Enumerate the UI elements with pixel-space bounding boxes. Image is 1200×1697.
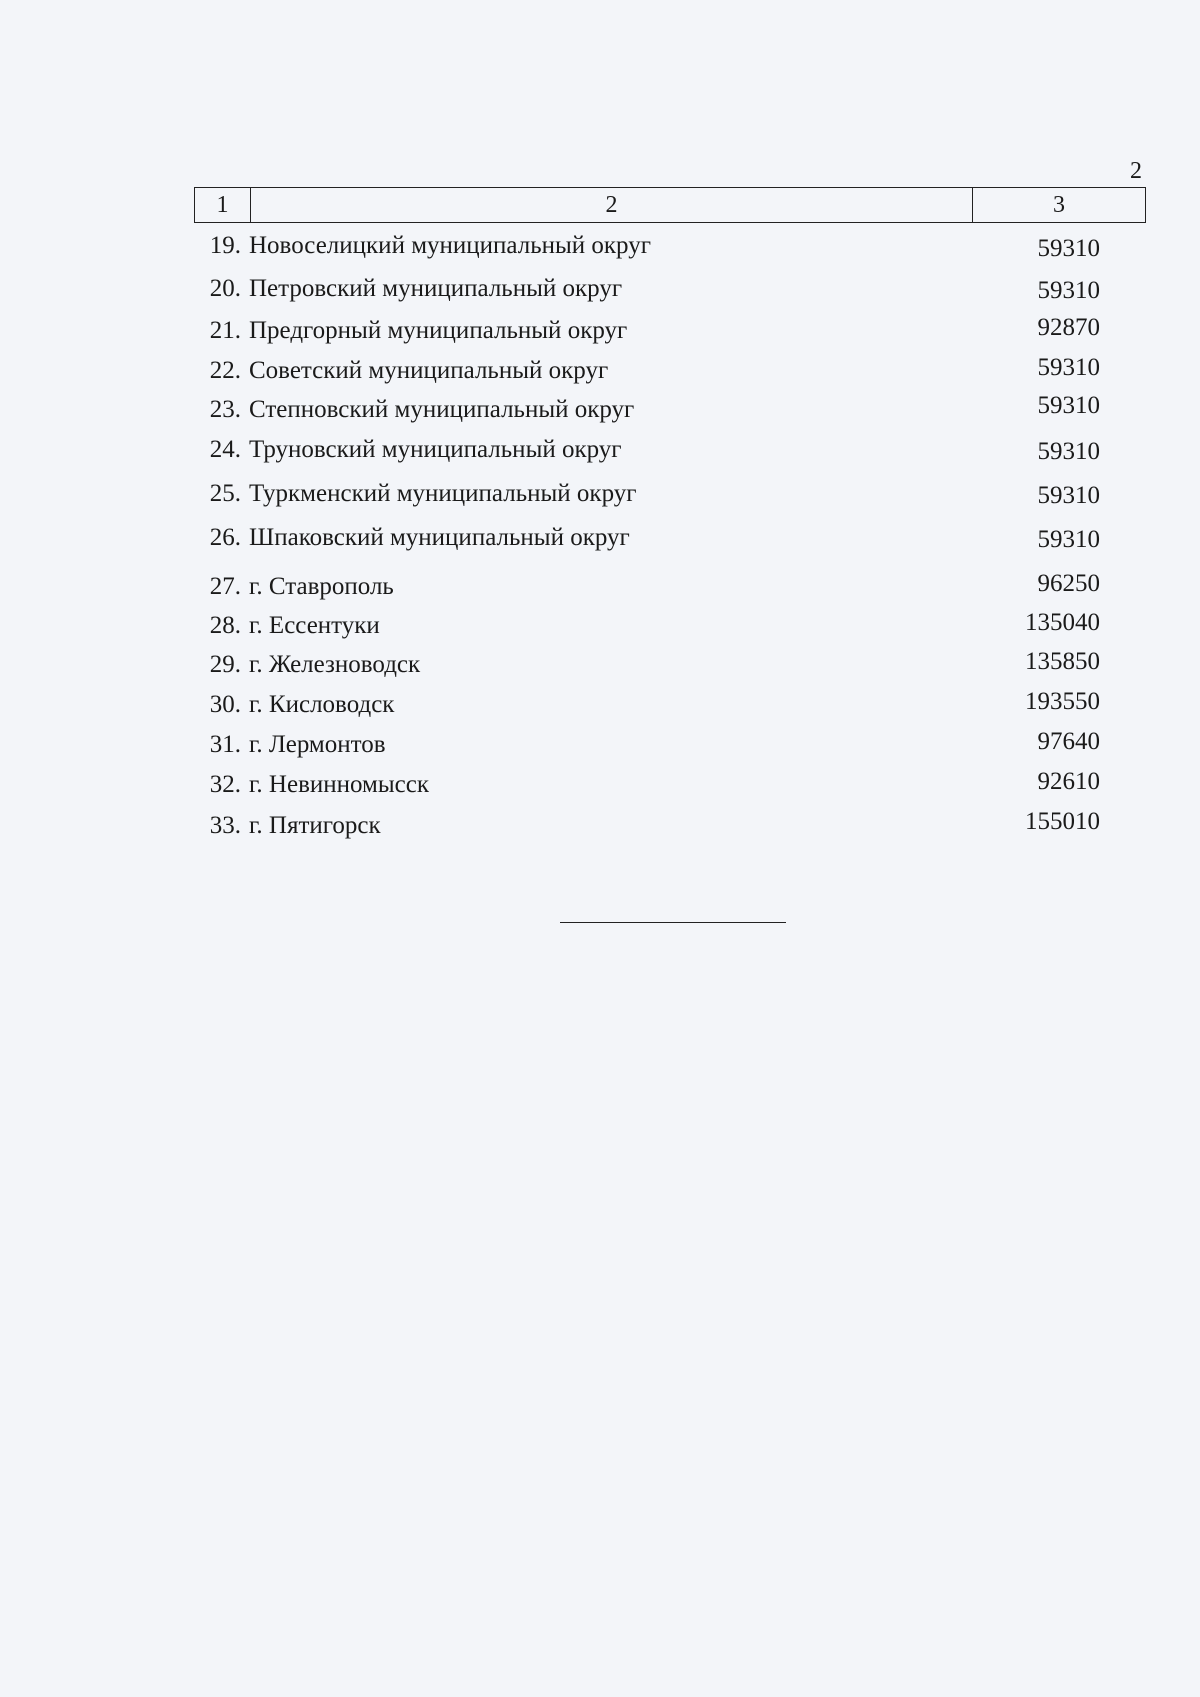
- row-number: 32.: [209, 771, 241, 798]
- row-value: 135040: [1025, 609, 1100, 636]
- page-number: 2: [1130, 158, 1142, 184]
- row-number: 26.: [209, 524, 241, 551]
- table-row: [0, 315, 1200, 347]
- end-of-document-rule: [560, 922, 786, 923]
- header-col-2: 2: [251, 188, 973, 222]
- header-col-1: 1: [195, 188, 251, 222]
- row-value: 59310: [1037, 526, 1100, 553]
- row-number: 22.: [209, 357, 241, 384]
- row-number: 29.: [209, 651, 241, 678]
- row-name: г. Кисловодск: [249, 691, 395, 718]
- row-name: Шпаковский муниципальный округ: [249, 524, 630, 551]
- row-value: 59310: [1037, 235, 1100, 262]
- row-number: 27.: [209, 573, 241, 600]
- row-name: Степновский муниципальный округ: [249, 396, 635, 423]
- row-value: 59310: [1037, 392, 1100, 419]
- row-value: 135850: [1025, 648, 1100, 675]
- table-row: [0, 394, 1200, 426]
- row-name: Труновский муниципальный округ: [249, 436, 622, 463]
- row-value: 59310: [1037, 354, 1100, 381]
- table-header: [194, 187, 1146, 223]
- row-value: 59310: [1037, 482, 1100, 509]
- table-row: [0, 434, 1200, 466]
- row-name: Предгорный муниципальный округ: [249, 317, 628, 344]
- row-value: 97640: [1037, 728, 1100, 755]
- table-row: [0, 769, 1200, 801]
- table-row: [0, 230, 1200, 262]
- table-row: [0, 355, 1200, 387]
- row-number: 25.: [209, 480, 241, 507]
- row-name: г. Невинномысск: [249, 771, 430, 798]
- row-number: 30.: [209, 691, 241, 718]
- table-row: [0, 273, 1200, 305]
- row-name: г. Лермонтов: [249, 731, 386, 758]
- row-name: г. Ставрополь: [249, 573, 394, 600]
- row-number: 33.: [209, 812, 241, 839]
- row-number: 28.: [209, 612, 241, 639]
- table-row: [0, 478, 1200, 510]
- row-value: 92610: [1037, 768, 1100, 795]
- row-name: Туркменский муниципальный округ: [249, 480, 637, 507]
- row-value: 155010: [1025, 808, 1100, 835]
- table-row: [0, 522, 1200, 554]
- row-name: Советский муниципальный округ: [249, 357, 609, 384]
- row-name: Новоселицкий муниципальный округ: [249, 232, 651, 259]
- row-number: 20.: [209, 275, 241, 302]
- table-row: [0, 649, 1200, 681]
- row-name: г. Пятигорск: [249, 812, 381, 839]
- row-number: 19.: [209, 232, 241, 259]
- row-number: 31.: [209, 731, 241, 758]
- row-name: Петровский муниципальный округ: [249, 275, 623, 302]
- row-number: 21.: [209, 317, 241, 344]
- row-value: 92870: [1037, 314, 1100, 341]
- row-number: 23.: [209, 396, 241, 423]
- row-value: 59310: [1037, 438, 1100, 465]
- header-col-3: 3: [1053, 191, 1065, 218]
- row-number: 24.: [209, 436, 241, 463]
- row-value: 193550: [1025, 688, 1100, 715]
- table-row: [0, 729, 1200, 761]
- table-row: [0, 571, 1200, 603]
- row-value: 96250: [1037, 570, 1100, 597]
- row-value: 59310: [1037, 277, 1100, 304]
- row-name: г. Железноводск: [249, 651, 421, 678]
- table-row: [0, 610, 1200, 642]
- row-name: г. Ессентуки: [249, 612, 380, 639]
- table-row: [0, 810, 1200, 842]
- table-row: [0, 689, 1200, 721]
